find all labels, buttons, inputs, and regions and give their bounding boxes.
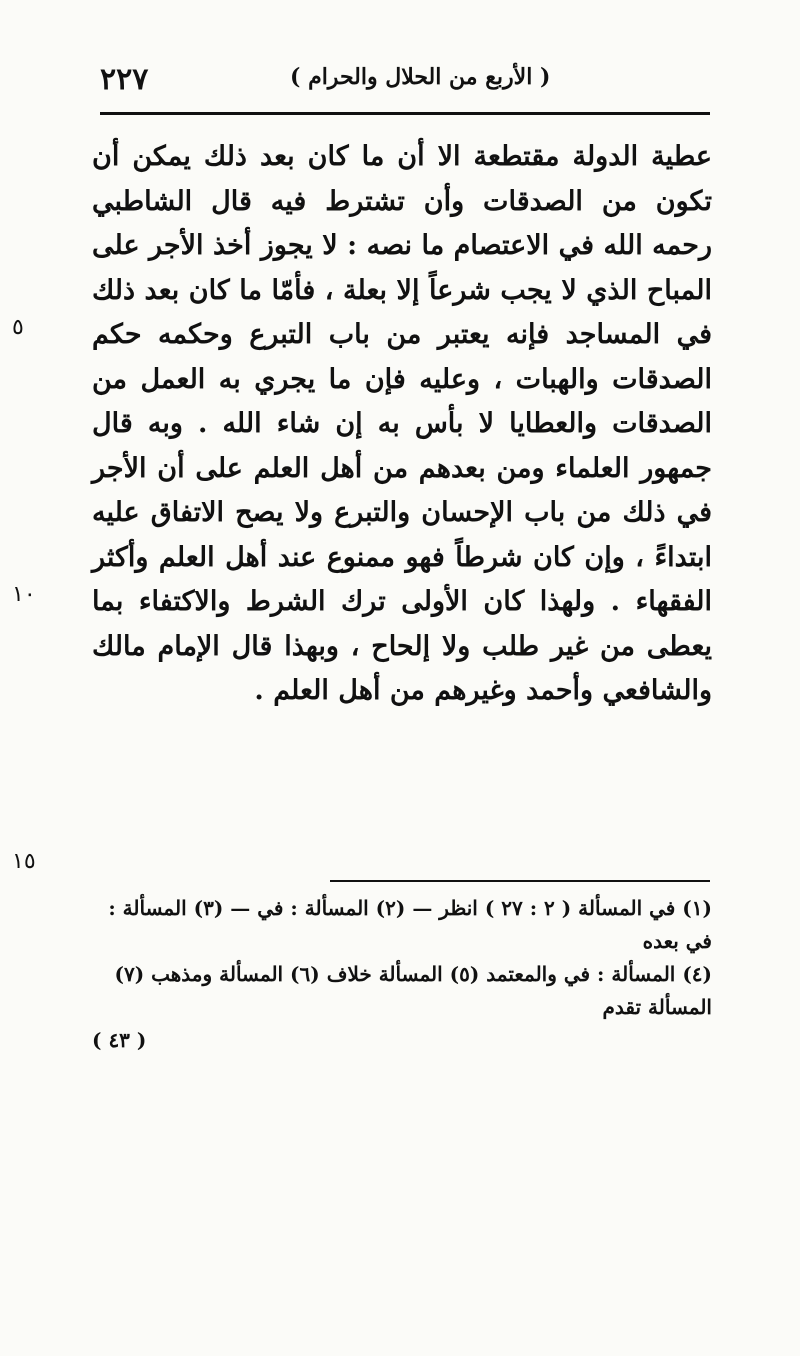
page-number: ٢٢٧ [100, 62, 149, 97]
footnote-separator [330, 880, 710, 882]
main-text [92, 135, 712, 714]
footnotes [92, 892, 712, 1057]
body-paragraph: عطية الدولة مقتطعة الا أن ما كان بعد ذلك يمكن أن تكون من الصدقات وأن تشترط فيه قال الشاطبي رحمه الله في الاعتصام ما نصه : لا يجوز أخذ الأجر على المباح الذي لا يجب شرعاً إلا بعلة ، فأمّا ما كان بعد ذلك في المساجد فإنه يعتبر من باب التبرع وحكمه حكم الصدقات والهبات ، وعليه فإن ما يجري به العمل من الصدقات والعطايا لا بأس به إن شاء الله . وبه قال جمهور العلماء ومن بعدهم من أهل العلم على أن الأجر في ذلك من باب الإحسان والتبرع ولا يصح الاتفاق عليه ابتداءً ، وإن كان شرطاً فهو ممنوع عند أهل العلم وأكثر الفقهاء . ولهذا كان الأولى ترك الشرط والاكتفاء بما يعطى من غير طلب ولا إلحاح ، وبهذا قال الإمام مالك والشافعي وأحمد وغيرهم من أهل العلم . [92, 141, 712, 706]
line-number: ٥ [12, 315, 24, 340]
footnote-line: (١) في المسألة ( ٢ : ٢٧ ) انظر — (٢) المسألة : في — (٣) المسألة : في بعده [108, 896, 712, 953]
footnote-line: (٤) المسألة : في والمعتمد (٥) المسألة خلاف (٦) المسألة ومذهب (٧) المسألة تقدم [114, 962, 712, 1019]
line-number: ١٠ [12, 582, 36, 607]
running-title: ( الأربع من الحلال والحرام ) [290, 64, 551, 90]
line-number: ١٥ [12, 849, 36, 874]
page-header [100, 62, 710, 115]
footnote-page-ref: ( ٤٣ ) [92, 1028, 147, 1052]
